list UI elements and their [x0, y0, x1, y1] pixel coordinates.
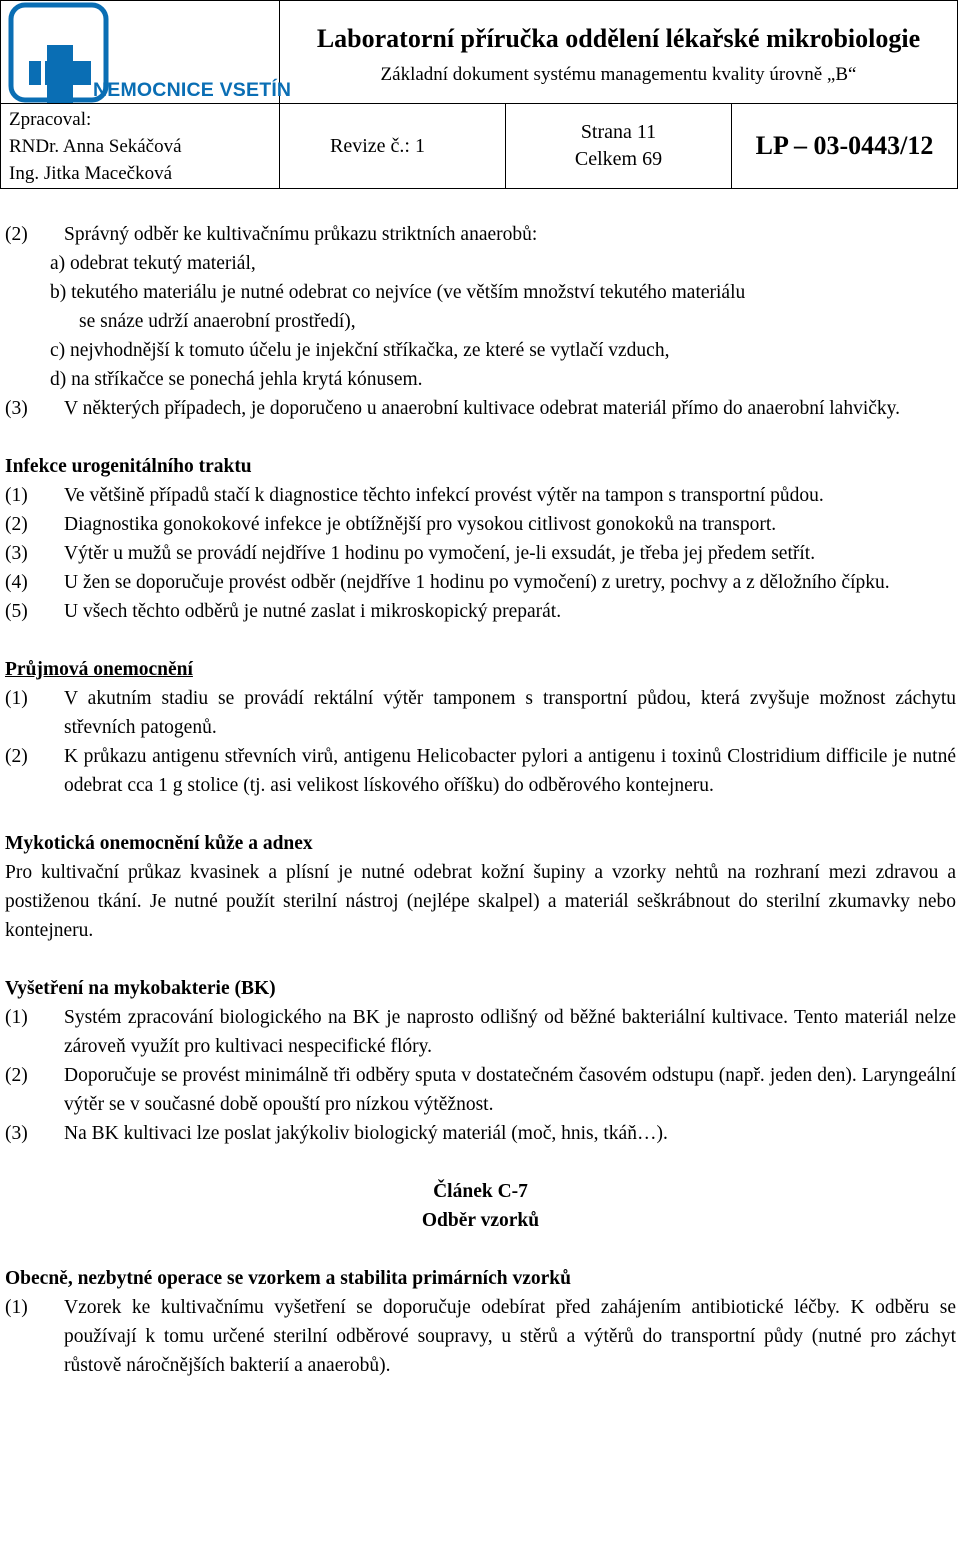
item-number: (1): [5, 485, 28, 506]
item-text: Doporučuje se provést minimálně tři odběry sputa v dostatečném časovém odstupu (např. jeden den). Laryngeální výtěr se v současné době opouští pro nízkou výtěžnost.: [64, 1065, 956, 1115]
item-text: U žen se doporučuje provést odběr (nejdříve 1 hodinu po vymočení) z uretry, pochvy a z děložního čípku.: [64, 572, 890, 593]
list-item: [5, 684, 956, 742]
list-item: [5, 1119, 956, 1148]
item-number: (1): [5, 1297, 28, 1318]
item-text: Diagnostika gonokokové infekce je obtížnější pro vysokou citlivost gonokoků na transport.: [64, 514, 777, 535]
revision-cell: [280, 104, 506, 189]
doc-id-cell: [732, 104, 958, 189]
list-item: [5, 539, 956, 568]
item-number: (1): [5, 1007, 28, 1028]
logo-text: NEMOCNICE VSETÍN: [93, 79, 292, 101]
page-total: Celkem 69: [574, 148, 663, 170]
list-item: [5, 220, 956, 249]
item-text: Na BK kultivaci lze poslat jakýkoliv biologický materiál (moč, hnis, tkáň…).: [64, 1123, 668, 1144]
item-text: U všech těchto odběrů je nutné zaslat i mikroskopický preparát.: [64, 601, 562, 622]
sub-item-b: b) tekutého materiálu je nutné odebrat co nejvíce (ve větším množství tekutého materiálu: [50, 282, 746, 303]
item-number: (2): [5, 1065, 28, 1086]
section-heading-mycobacteria: Vyšetření na mykobakterie (BK): [5, 978, 276, 999]
sub-item-d: d) na stříkačce se ponechá jehla krytá kónusem.: [50, 369, 423, 390]
logo-cell: [1, 1, 292, 104]
item-number: (4): [5, 572, 28, 593]
doc-id: LP – 03-0443/12: [755, 131, 934, 160]
list-item: [5, 597, 956, 626]
section-heading-general: Obecně, nezbytné operace se vzorkem a stabilita primárních vzorků: [5, 1268, 571, 1289]
item-number: (2): [5, 224, 28, 245]
item-text: Ve většině případů stačí k diagnostice těchto infekcí provést výtěr na tampon s transportní půdou.: [64, 485, 824, 506]
item-text: Výtěr u mužů se provádí nejdříve 1 hodinu po vymočení, je-li exsudát, je třeba jej předem setřít.: [64, 543, 816, 564]
section-heading-mycotic: Mykotická onemocnění kůže a adnex: [5, 833, 313, 854]
article-subtitle: Odběr vzorků: [421, 1210, 540, 1231]
item-number: (1): [5, 688, 28, 709]
document-subtitle: Základní dokument systému managementu kvality úrovně „B“: [380, 64, 857, 85]
list-item: [5, 510, 956, 539]
page-number: Strana 11: [580, 121, 657, 143]
hospital-logo: [1, 1, 292, 103]
urogenital-list: [5, 481, 956, 626]
list-item: [5, 742, 956, 800]
item-text: K průkazu antigenu střevních virů, antigenu Helicobacter pylori a antigenu i toxinů Clostridium difficile je nutné odebrat cca 1 g stolice (tj. asi velikost lískového oříšku) do odběrového kontejneru.: [64, 746, 956, 796]
item-number: (2): [5, 746, 28, 767]
page-cell: [506, 104, 732, 189]
item-number: (2): [5, 514, 28, 535]
list-item: [5, 1293, 956, 1380]
item-text: V akutním stadiu se provádí rektální výtěr tamponem s transportní půdou, která zvyšuje možnost záchytu střevních patogenů.: [64, 688, 956, 738]
document-body: [5, 220, 956, 1380]
document-header: [0, 0, 958, 190]
prepared-label: Zpracoval:: [9, 108, 92, 130]
item-number: (3): [5, 543, 28, 564]
section-heading-diarrheal: Průjmová onemocnění: [5, 659, 193, 680]
list-item: [5, 481, 956, 510]
mycotic-paragraph: Pro kultivační průkaz kvasinek a plísní je nutné odebrat kožní šupiny a vzorky nehtů na rozhraní mezi zdravou a postiženou tkání. Je nutné použít sterilní nástroj (nejlépe skalpel) a materiál seškrábnout do sterilní zkumavky nebo kontejneru.: [5, 862, 956, 941]
author-1: RNDr. Anna Sekáčová: [9, 135, 182, 157]
item-text: Správný odběr ke kultivačnímu průkazu striktních anaerobů:: [64, 224, 538, 245]
prepared-by-cell: [1, 104, 280, 189]
item-text: Vzorek ke kultivačnímu vyšetření se doporučuje odebírat před zahájením antibiotické léčby. K odběru se používají k tomu určené sterilní odběrové soupravy, u stěrů a výtěrů do transportní půdy (nutné pro záchyt růstově náročnějších bakterií a anaerobů).: [64, 1297, 956, 1376]
sub-item-c: c) nejvhodnější k tomuto účelu je injekční stříkačka, ze které se vytlačí vzduch,: [50, 340, 670, 361]
list-item: [5, 394, 956, 423]
list-item: [5, 1003, 956, 1061]
sub-item-a: a) odebrat tekutý materiál,: [50, 253, 256, 274]
list-item: [5, 1061, 956, 1119]
item-number: (3): [5, 398, 28, 419]
title-cell: [280, 1, 958, 104]
item-number: (3): [5, 1123, 28, 1144]
author-2: Ing. Jitka Macečková: [9, 162, 173, 184]
sub-item-b-cont: se snáze udrží anaerobní prostředí),: [79, 311, 356, 332]
list-item: [5, 568, 956, 597]
article-title: Článek C-7: [433, 1181, 528, 1202]
item-text: Systém zpracování biologického na BK je naprosto odlišný od běžné bakteriální kultivace. Tento materiál nelze zároveň využít pro kultivaci nespecifické flóry.: [64, 1007, 956, 1057]
section-heading-urogenital: Infekce urogenitálního traktu: [5, 456, 252, 477]
revision: Revize č.: 1: [330, 134, 425, 157]
document-title: Laboratorní příručka oddělení lékařské mikrobiologie: [316, 24, 921, 53]
item-number: (5): [5, 601, 28, 622]
item-text: V některých případech, je doporučeno u anaerobní kultivace odebrat materiál přímo do anaerobní lahvičky.: [64, 398, 901, 419]
